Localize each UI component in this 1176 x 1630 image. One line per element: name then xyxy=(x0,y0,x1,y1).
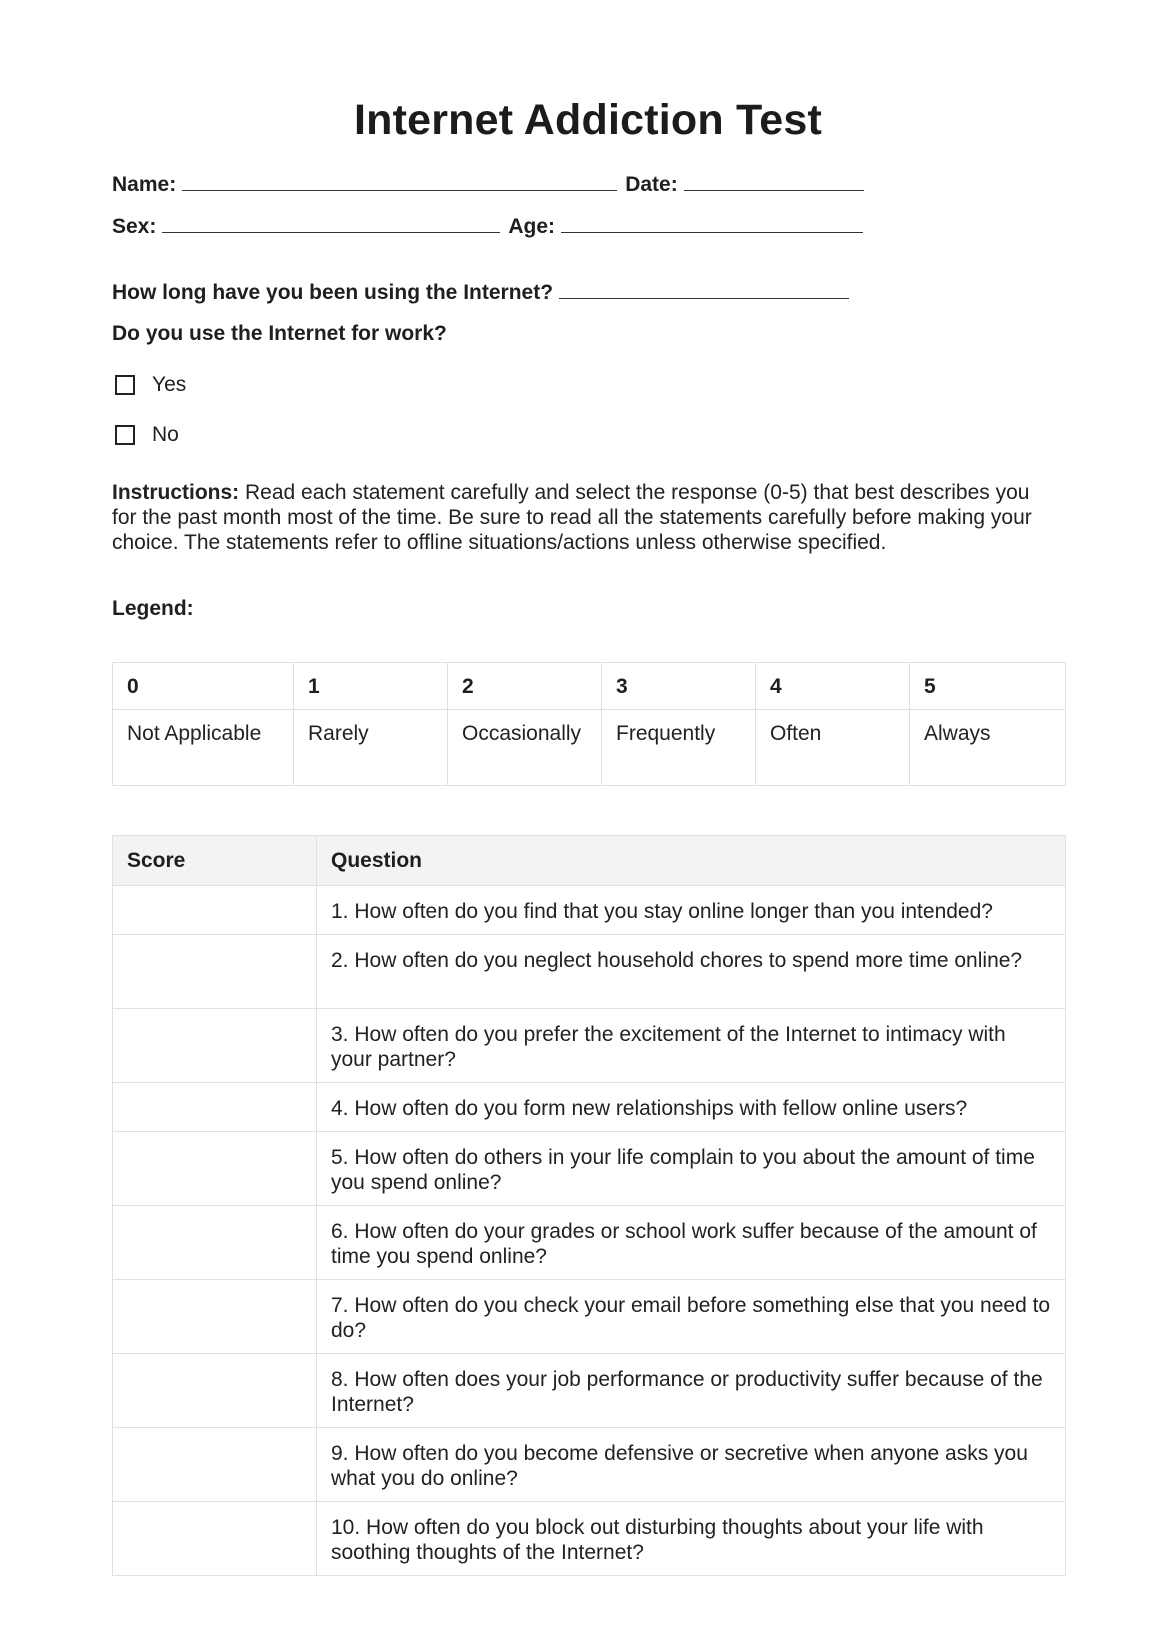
option-yes[interactable] xyxy=(115,373,186,397)
score-cell[interactable] xyxy=(113,1083,317,1132)
score-table-header xyxy=(113,836,1066,886)
no-checkbox[interactable] xyxy=(115,425,135,445)
question-cell: 1. How often do you find that you stay online longer than you intended? xyxy=(317,886,1066,935)
legend-score-3: 3 xyxy=(602,663,756,710)
legend-score-5: 5 xyxy=(910,663,1066,710)
question-cell: 3. How often do you prefer the excitement of the Internet to intimacy with your partner? xyxy=(317,1009,1066,1083)
work-question: Do you use the Internet for work? xyxy=(112,322,447,345)
table-row xyxy=(113,1428,1066,1502)
score-cell[interactable] xyxy=(113,1428,317,1502)
yes-label: Yes xyxy=(152,373,187,396)
score-header: Score xyxy=(113,836,317,886)
instructions-paragraph xyxy=(112,480,1057,555)
table-row xyxy=(113,1354,1066,1428)
page-title: Internet Addiction Test xyxy=(353,96,823,144)
age-field[interactable] xyxy=(561,214,863,233)
sex-age-row xyxy=(112,214,871,239)
table-row xyxy=(113,1206,1066,1280)
question-cell: 6. How often do your grades or school work suffer because of the amount of time you spend online? xyxy=(317,1206,1066,1280)
legend-meaning-4: Often xyxy=(756,710,910,786)
legend-meaning-row xyxy=(113,710,1066,786)
question-cell: 5. How often do others in your life complain to you about the amount of time you spend online? xyxy=(317,1132,1066,1206)
how-long-row xyxy=(112,280,857,305)
how-long-label: How long have you been using the Internet? xyxy=(112,281,554,304)
legend-score-2: 2 xyxy=(448,663,602,710)
question-cell: 10. How often do you block out disturbing thoughts about your life with soothing thoughts of the Internet? xyxy=(317,1502,1066,1576)
name-field[interactable] xyxy=(182,172,617,191)
legend-label: Legend: xyxy=(112,597,194,620)
score-cell[interactable] xyxy=(113,1132,317,1206)
score-cell[interactable] xyxy=(113,1502,317,1576)
question-cell: 9. How often do you become defensive or secretive when anyone asks you what you do online? xyxy=(317,1428,1066,1502)
score-cell[interactable] xyxy=(113,1280,317,1354)
table-row xyxy=(113,886,1066,935)
legend-score-1: 1 xyxy=(294,663,448,710)
score-cell[interactable] xyxy=(113,886,317,935)
question-cell: 8. How often does your job performance or productivity suffer because of the Internet? xyxy=(317,1354,1066,1428)
question-cell: 4. How often do you form new relationships with fellow online users? xyxy=(317,1083,1066,1132)
option-no[interactable] xyxy=(115,423,179,447)
table-row xyxy=(113,1083,1066,1132)
legend-meaning-2: Occasionally xyxy=(448,710,602,786)
question-header: Question xyxy=(317,836,1066,886)
question-cell: 2. How often do you neglect household chores to spend more time online? xyxy=(317,935,1066,1009)
how-long-field[interactable] xyxy=(559,280,849,299)
legend-meaning-0: Not Applicable xyxy=(113,710,294,786)
instructions-heading: Instructions: xyxy=(112,481,240,504)
legend-score-row xyxy=(113,663,1066,710)
table-row xyxy=(113,1280,1066,1354)
date-label: Date: xyxy=(625,173,678,196)
name-date-row xyxy=(112,172,872,197)
score-table xyxy=(112,835,1066,1576)
score-cell[interactable] xyxy=(113,1206,317,1280)
score-cell[interactable] xyxy=(113,935,317,1009)
table-row xyxy=(113,1502,1066,1576)
instructions-text: Read each statement carefully and select the response (0-5) that best describes you for the past month most of the time. Be sure to read all the statements carefully before making your choice. The statements refer to offline situations/actions unless otherwise specified. xyxy=(112,481,1032,554)
name-label: Name: xyxy=(112,173,177,196)
yes-checkbox[interactable] xyxy=(115,375,135,395)
legend-table xyxy=(112,662,1066,786)
age-label: Age: xyxy=(508,215,556,238)
table-row xyxy=(113,935,1066,1009)
legend-meaning-1: Rarely xyxy=(294,710,448,786)
score-cell[interactable] xyxy=(113,1009,317,1083)
score-cell[interactable] xyxy=(113,1354,317,1428)
table-row xyxy=(113,1132,1066,1206)
table-row xyxy=(113,1009,1066,1083)
sex-field[interactable] xyxy=(162,214,500,233)
question-cell: 7. How often do you check your email before something else that you need to do? xyxy=(317,1280,1066,1354)
legend-meaning-5: Always xyxy=(910,710,1066,786)
legend-meaning-3: Frequently xyxy=(602,710,756,786)
no-label: No xyxy=(152,423,179,446)
legend-score-4: 4 xyxy=(756,663,910,710)
sex-label: Sex: xyxy=(112,215,157,238)
legend-score-0: 0 xyxy=(113,663,294,710)
date-field[interactable] xyxy=(684,172,864,191)
